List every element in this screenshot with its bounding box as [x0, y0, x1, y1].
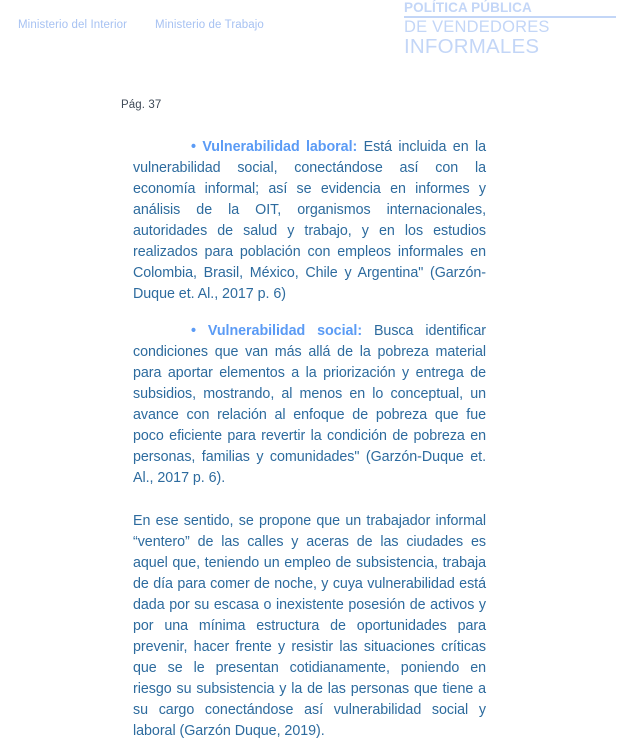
- brand-logo: [404, 1, 616, 58]
- document-content-column: [133, 137, 486, 742]
- paragraph-trabajador-informal: [133, 511, 486, 742]
- brand-line-politica-publica: POLÍTICA PÚBLICA: [404, 0, 532, 15]
- paragraph-spacer-2: [133, 489, 486, 511]
- page-number-label: Pág. 37: [121, 99, 162, 111]
- paragraph-text-vulnerabilidad-laboral: Está incluida en la vulnerabilidad social, conectándose así con la economía informal; así se evidencia en informes y análisis de la OIT, organismos internacionales, autoridades de salud y trabajo, y en los estudios realizados para población con empleos informales en Colombia, Brasil, México, Chile y Argentina" (Garzón-Duque et. Al., 2017 p. 6): [133, 139, 487, 302]
- paragraph-vulnerabilidad-social: [133, 321, 486, 489]
- lead-in-vulnerabilidad-laboral: Vulnerabilidad laboral:: [202, 139, 358, 155]
- paragraph-vulnerabilidad-laboral: [133, 137, 486, 305]
- paragraph-spacer-1: [133, 305, 486, 321]
- brand-underline-rule: [404, 16, 616, 18]
- ministry-link-interior[interactable]: Ministerio del Interior: [18, 19, 128, 31]
- brand-line-informales: INFORMALES: [404, 35, 540, 58]
- bullet-icon-social: •: [191, 323, 196, 339]
- paragraph-text-trabajador-informal: En ese sentido, se propone que un trabajador informal “ventero” de las calles y aceras de las ciudades es aquel que, teniendo un empleo de subsistencia, trabaja de día para comer de noche, y cuya vulnerabilidad está dada por su escasa o inexistente posesión de activos y por una mínima estructura de oportunidades para prevenir, hacer frente y resistir las situaciones críticas que se le presentan cotidianamente, poniendo en riesgo su subsistencia y la de las personas que tiene a su cargo conectándose así vulnerabilidad social y laboral (Garzón Duque, 2019).: [133, 513, 486, 739]
- ministry-link-trabajo[interactable]: Ministerio de Trabajo: [155, 19, 264, 31]
- brand-line-de-vendedores: DE VENDEDORES: [404, 18, 550, 36]
- paragraph-text-vulnerabilidad-social: Busca identificar condiciones que van más allá de la pobreza material para aportar elementos a la priorización y entrega de subsidios, mostrando, al menos en lo conceptual, un avance con relación al enfoque de pobreza que fue poco eficiente para revertir la condición de pobreza en personas, familias y comunidades" (Garzón-Duque et. Al., 2017 p. 6).: [133, 323, 486, 486]
- lead-in-vulnerabilidad-social: Vulnerabilidad social:: [207, 323, 363, 339]
- ministry-navigation: [18, 18, 264, 32]
- bullet-icon-laboral: •: [191, 139, 196, 155]
- page-header: [0, 0, 619, 70]
